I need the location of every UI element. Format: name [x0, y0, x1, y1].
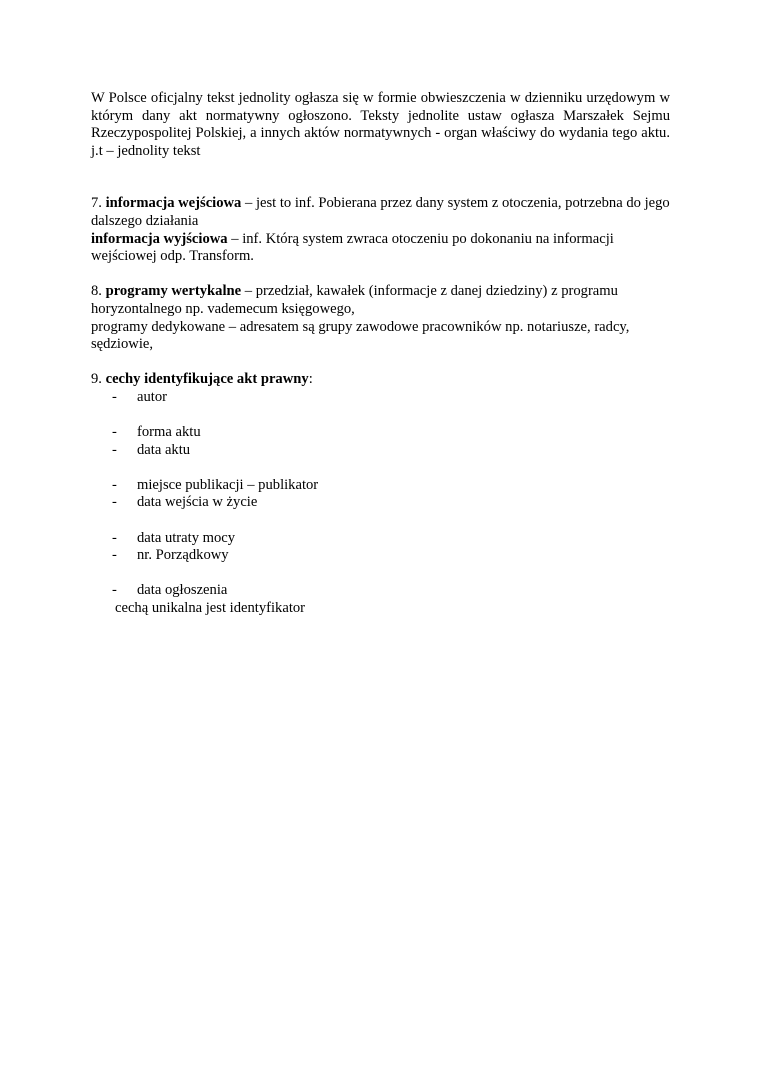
list-item-text: data wejścia w życie	[137, 494, 258, 511]
section-7-paragraph	[91, 195, 670, 230]
list-item-text: autor	[137, 388, 167, 405]
list-item-text: data ogłoszenia	[137, 582, 228, 599]
list-dash: -	[112, 476, 117, 493]
list-dash: -	[112, 582, 117, 599]
list-dash: -	[112, 547, 117, 564]
list-item	[91, 442, 670, 460]
list-item-text: nr. Porządkowy	[137, 547, 229, 564]
definition-informacja-wejsciowa: – jest to inf. Pobierana przez dany system z otoczenia, potrzebna do jego dalszego działania	[91, 195, 670, 229]
list-dash: -	[112, 529, 117, 546]
list-dash: -	[112, 424, 117, 441]
term-informacja-wyjsciowa: informacja wyjściowa	[91, 230, 228, 247]
section-8-number: 8.	[91, 283, 106, 300]
list-spacer	[91, 565, 670, 583]
list-spacer	[91, 407, 670, 425]
section-9-number: 9.	[91, 371, 106, 388]
list-item-text: miejsce publikacji – publikator	[137, 476, 319, 493]
definition-programy-wertykalne: – przedział, kawałek (informacje z danej dziedziny) z programu horyzontalnego np. vademecum księgowego,	[91, 283, 618, 317]
paragraph-spacer	[91, 266, 670, 284]
list-dash: -	[112, 388, 117, 405]
paragraph-spacer	[91, 354, 670, 372]
list-item	[91, 494, 670, 512]
list-dash: -	[112, 441, 117, 458]
intro-paragraph: W Polsce oficjalny tekst jednolity ogłasza się w formie obwieszczenia w dzienniku urzędowym w którym dany akt normatywny ogłoszono. Teksty jednolite ustaw ogłasza Marszałek Sejmu Rzeczypospolitej Polskiej, a innych aktów normatywnych - organ właściwy do wydania tego aktu. j.t – jednolity tekst	[91, 90, 670, 159]
list-item-text: data aktu	[137, 441, 191, 458]
definition-informacja-wyjsciowa: – inf. Którą system zwraca otoczeniu po dokonaniu na informacji wejściowej odp. Transform.	[91, 230, 614, 265]
section-7-number: 7.	[91, 195, 106, 212]
list-spacer	[91, 459, 670, 477]
list-item	[91, 547, 670, 565]
document-body	[91, 90, 670, 618]
section-8-paragraph	[91, 283, 670, 318]
list-item	[91, 530, 670, 548]
section-9-heading	[91, 371, 670, 389]
list-item-text: data utraty mocy	[137, 529, 236, 546]
list-item	[91, 389, 670, 407]
term-programy-wertykalne: programy wertykalne	[105, 283, 242, 300]
identifier-note: cechą unikalna jest identyfikator	[115, 600, 306, 617]
heading-colon: :	[308, 371, 313, 388]
list-item	[91, 582, 670, 600]
list-item	[91, 424, 670, 442]
list-item	[91, 477, 670, 495]
term-cechy-identyfikujace: cechy identyfikujące akt prawny	[105, 371, 309, 388]
identifying-features-list	[91, 389, 670, 600]
term-informacja-wejsciowa: informacja wejściowa	[105, 195, 242, 212]
section-7-second-paragraph	[91, 231, 670, 266]
list-spacer	[91, 512, 670, 530]
section-8-second-paragraph: programy dedykowane – adresatem są grupy zawodowe pracowników np. notariusze, radcy, sędziowie,	[91, 318, 630, 353]
list-item-text: forma aktu	[137, 424, 201, 441]
paragraph-spacer	[91, 160, 670, 195]
list-dash: -	[112, 494, 117, 511]
